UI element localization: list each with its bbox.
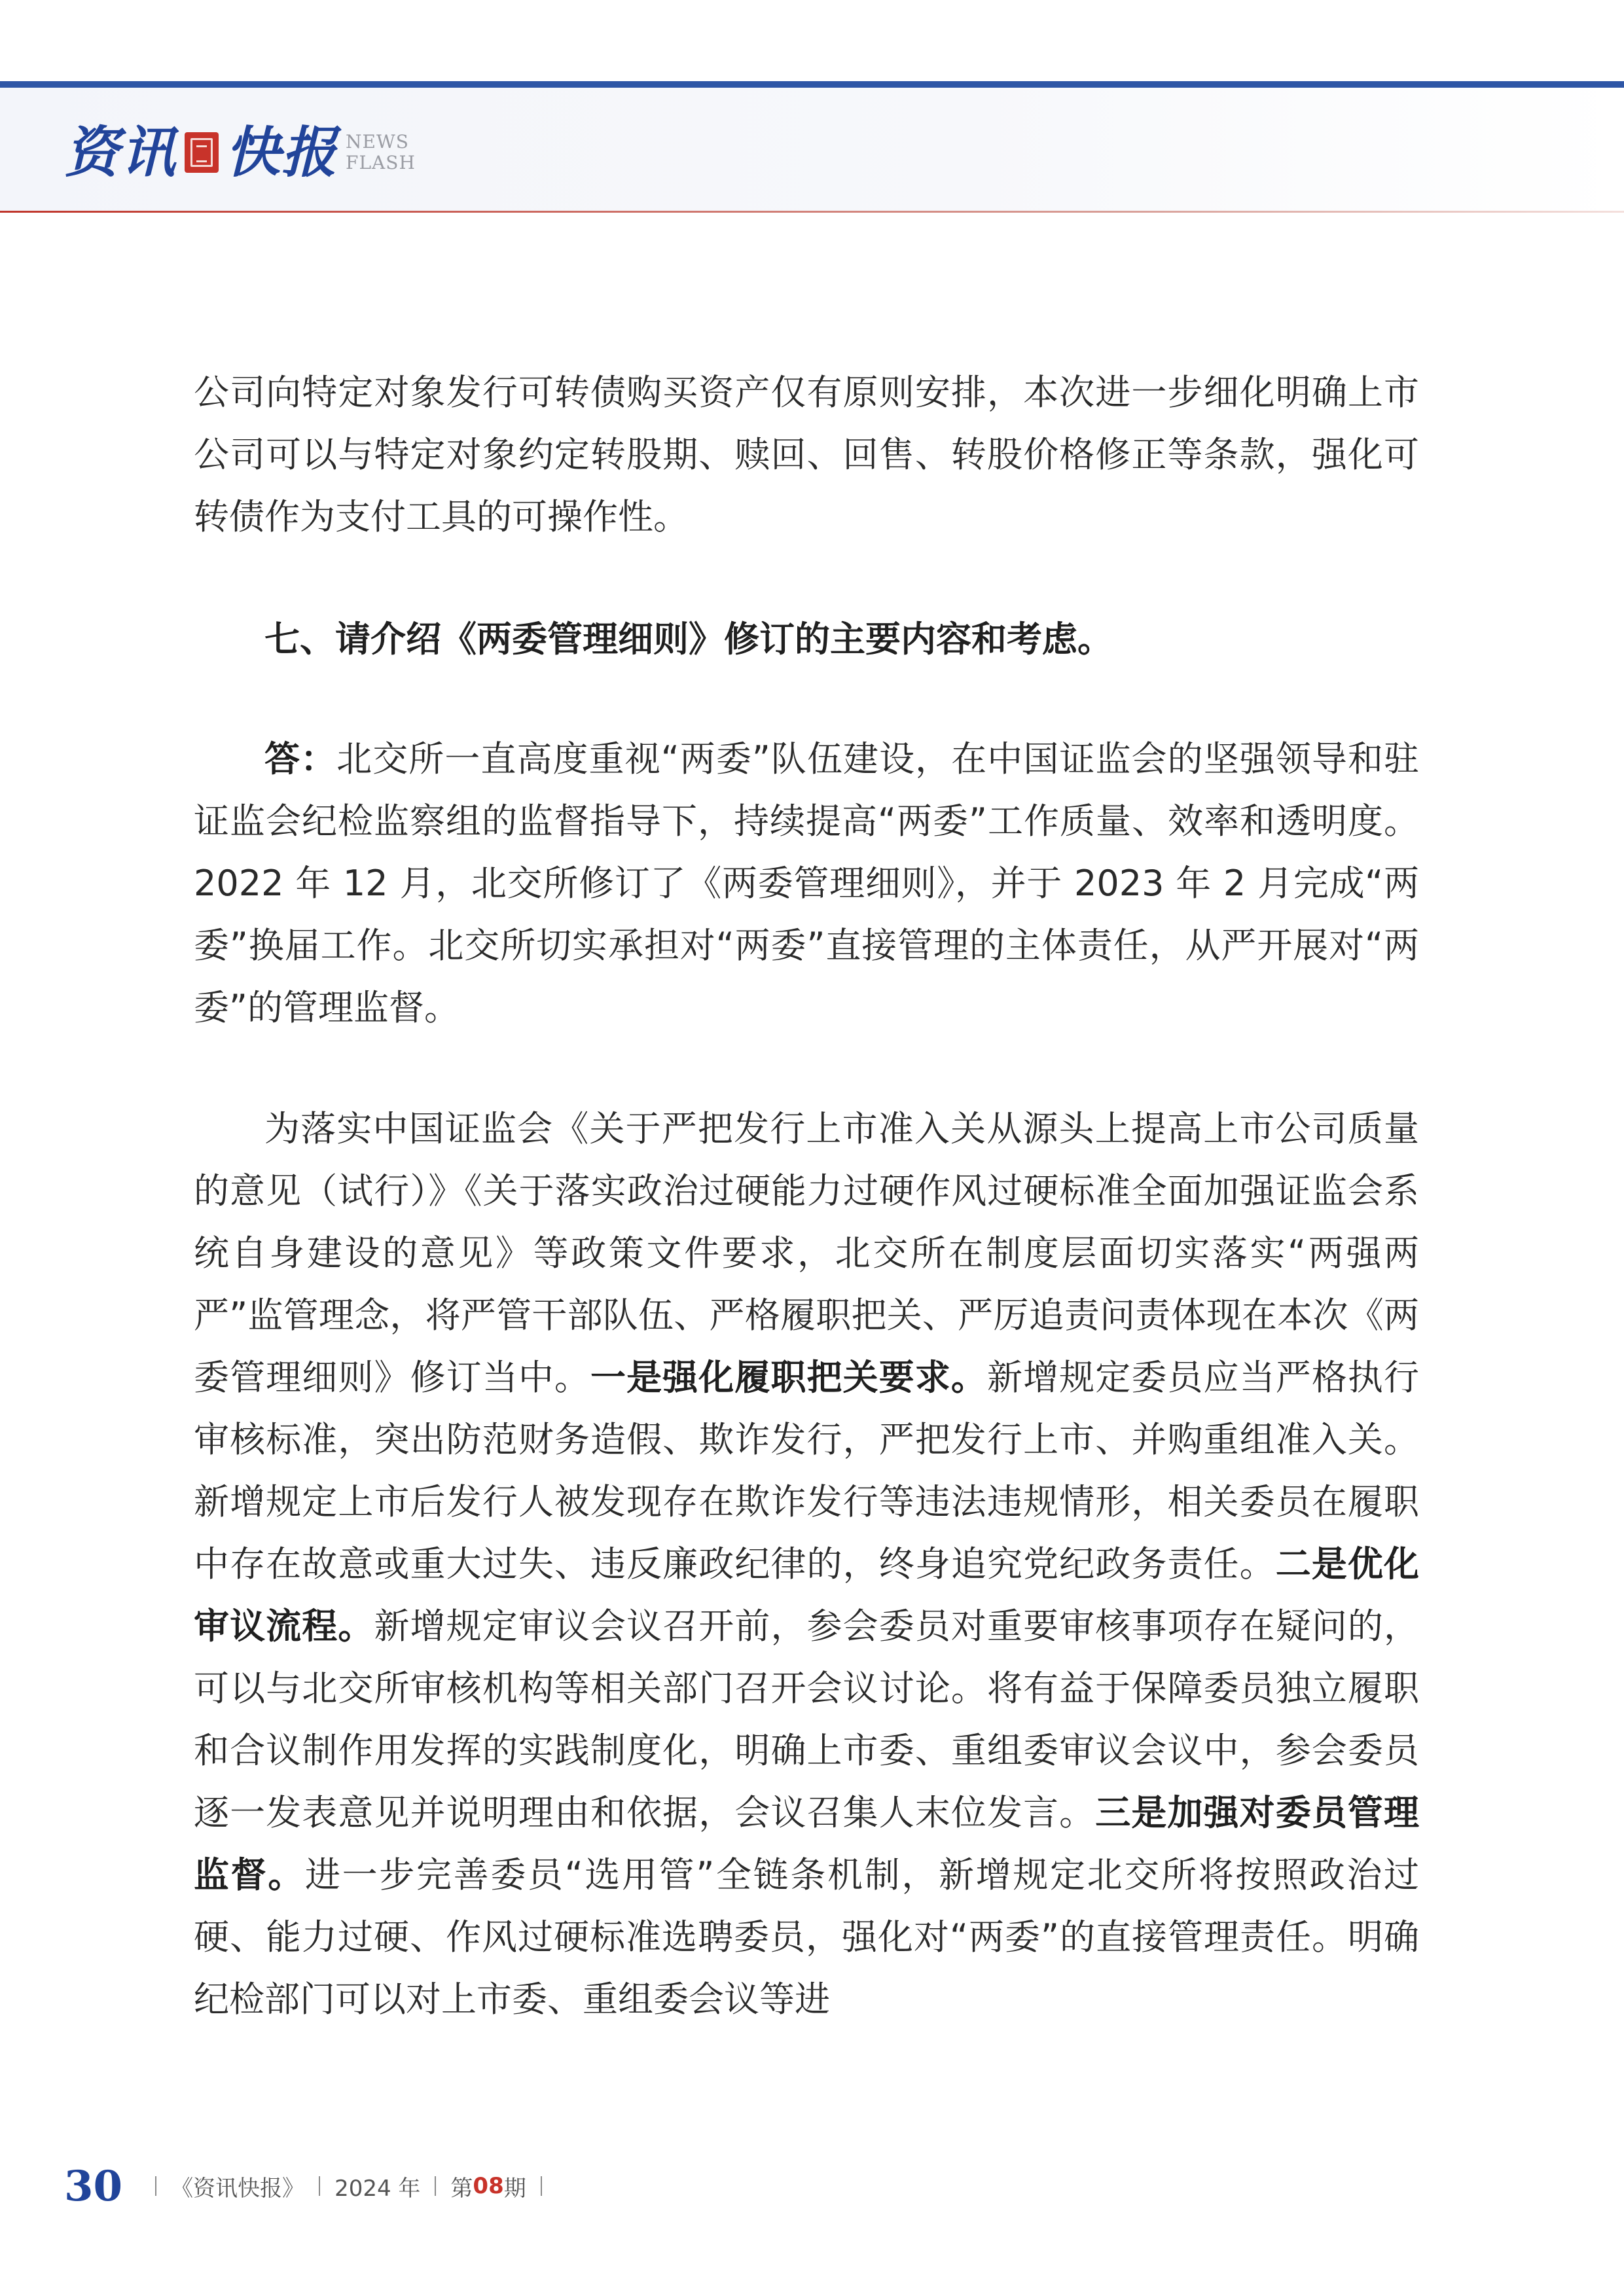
measure-3-title: 三是加强对委员管理监督。 xyxy=(194,1792,1420,1895)
footer-separator xyxy=(541,2176,542,2196)
measure-1-text: 新增规定委员应当严格执行审核标准，突出防范财务造假、欺诈发行，严把发行上市、并购重组准入关。新增规定上市后发行人被发现存在欺诈发行等违法违规情形，相关委员在履职中存在故意或重大过失、违反廉政纪律的，终身追究党纪政务责任。 xyxy=(194,1357,1419,1585)
measures-intro: 为落实中国证监会《关于严把发行上市准入关从源头上提高上市公司质量的意见（试行）》《关于落实政治过硬能力过硬作风过硬标准全面加强证监会系统自身建设的意见》等政策文件要求，北交所在制度层面切实落实“两强两严”监管理念，将严管干部队伍、严格履职把关、严厉追责问责体现在本次《两委管理细则》修订当中。 xyxy=(194,1108,1419,1398)
measure-3-text: 进一步完善委员“选用管”全链条机制，新增规定北交所将按照政治过硬、能力过硬、作风过硬标准选聘委员，强化对“两委”的直接管理责任。明确纪检部门可以对上市委、重组委会议等进 xyxy=(194,1854,1420,2020)
header-top-bar xyxy=(0,81,1624,88)
page-number: 30 xyxy=(64,2161,123,2211)
masthead-english-line2: FLASH xyxy=(346,152,416,173)
issue-suffix: 期 xyxy=(503,2175,526,2202)
masthead-english xyxy=(346,132,416,173)
answer-label: 答： xyxy=(264,738,337,780)
footer-separator xyxy=(319,2176,320,2196)
issue-number: 08 xyxy=(473,2173,504,2199)
answer-paragraph xyxy=(194,728,1419,1039)
seal-icon xyxy=(185,132,219,173)
paragraph-continuation: 公司向特定对象发行可转债购买资产仅有原则安排，本次进一步细化明确上市公司可以与特定对象约定转股期、赎回、回售、转股价格修正等条款，强化可转债作为支付工具的可操作性。 xyxy=(194,372,1419,537)
article-body xyxy=(194,361,1419,2030)
measures-paragraph xyxy=(194,1098,1419,2030)
footer-separator xyxy=(435,2176,436,2196)
masthead-logo xyxy=(64,117,416,188)
page-footer xyxy=(64,2160,556,2212)
masthead-english-line1: NEWS xyxy=(346,131,409,152)
footer-separator xyxy=(155,2176,156,2196)
publication-name: 《资讯快报》 xyxy=(171,2175,305,2202)
issue-prefix: 第 xyxy=(450,2175,473,2202)
header-divider xyxy=(0,211,1624,213)
measure-1-title: 一是强化履职把关要求。 xyxy=(590,1357,987,1398)
section-heading: 七、请介绍《两委管理细则》修订的主要内容和考虑。 xyxy=(264,619,1113,660)
masthead-title-left: 资讯 xyxy=(64,120,177,185)
masthead-title-right: 快报 xyxy=(225,120,338,185)
measure-2-text: 新增规定审议会议召开前，参会委员对重要审核事项存在疑问的，可以与北交所审核机构等相关部门召开会议讨论。将有益于保障委员独立履职和合议制作用发挥的实践制度化，明确上市委、重组委审议会议中，参会委员逐一发表意见并说明理由和依据，会议召集人末位发言。 xyxy=(194,1605,1420,1833)
publication-year: 2024 年 xyxy=(334,2175,421,2202)
answer-text: 北交所一直高度重视“两委”队伍建设，在中国证监会的坚强领导和驻证监会纪检监察组的监督指导下，持续提高“两委”工作质量、效率和透明度。2022 年 12 月，北交所修订了《两委管理细则》，并于 2023 年 2 月完成“两委”换届工作。北交所切实承担对“两委”直接管理的主体责任，从严开展对“两委”的管理监督。 xyxy=(194,738,1420,1028)
measure-2-title: 二是优化审议流程。 xyxy=(194,1543,1420,1647)
